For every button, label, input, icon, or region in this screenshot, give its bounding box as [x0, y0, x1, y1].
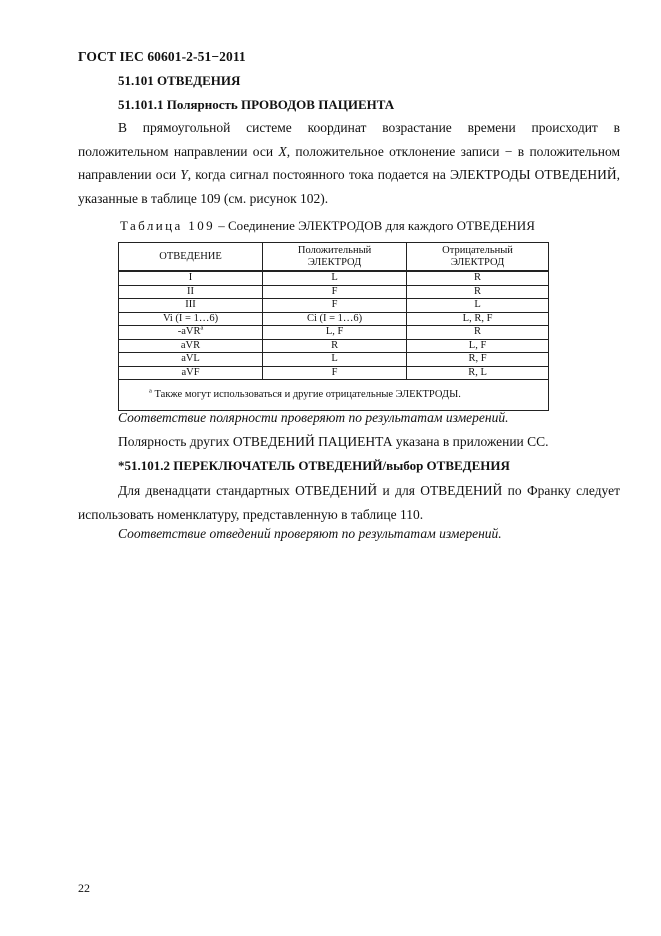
- table-row: [119, 326, 549, 340]
- cell-positive: F: [263, 366, 407, 380]
- table-caption-label: Таблица 109: [120, 218, 215, 233]
- table-row: [119, 339, 549, 353]
- cell-negative: R, L: [407, 366, 549, 380]
- footnote-text: Также могут использоваться и другие отрицательные ЭЛЕКТРОДЫ.: [151, 389, 461, 400]
- cell-negative: R: [407, 326, 549, 340]
- paragraph-text: В прямоугольной системе координат возрастание времени происходит в положительном направлении оси: [78, 120, 620, 159]
- other-leads-reference: Полярность других ОТВЕДЕНИЙ ПАЦИЕНТА указана в приложении СС.: [118, 434, 549, 449]
- table-caption: [120, 218, 535, 234]
- cell-positive: R: [263, 339, 407, 353]
- compliance-note-2: Соответствие отведений проверяют по результатам измерений.: [118, 526, 502, 541]
- axis-y-label: Y: [180, 167, 188, 182]
- table-row: [119, 285, 549, 299]
- polarity-paragraph: [78, 116, 620, 210]
- lead-text: I: [188, 272, 193, 284]
- document-header: ГОСТ IEC 60601-2-51−2011: [78, 49, 246, 64]
- footnote-marker: a: [149, 387, 152, 395]
- lead-text: -aVR: [177, 326, 201, 338]
- cell-positive: L: [263, 353, 407, 367]
- subsection-title-2: *51.101.2 ПЕРЕКЛЮЧАТЕЛЬ ОТВЕДЕНИЙ/выбор ОТВЕДЕНИЯ: [118, 458, 510, 473]
- table-header-row: [119, 243, 549, 272]
- cell-positive: L: [263, 271, 407, 285]
- table-caption-text: – Соединение ЭЛЕКТРОДОВ для каждого ОТВЕДЕНИЯ: [215, 218, 535, 233]
- lead-text: II: [187, 285, 195, 297]
- lead-text: aVR: [180, 339, 201, 351]
- cell-negative: R: [407, 285, 549, 299]
- paragraph-text: , когда сигнал постоянного тока подается на ЭЛЕКТРОДЫ ОТВЕДЕНИЙ, указанные в таблице 109 (см. рисунок 102).: [78, 167, 620, 206]
- cell-lead: [119, 339, 263, 353]
- table-footnote-row: [119, 380, 549, 411]
- table-row: [119, 353, 549, 367]
- header-text: Положительный: [297, 244, 372, 256]
- header-positive-electrode: [263, 243, 407, 272]
- compliance-note: Соответствие полярности проверяют по результатам измерений.: [118, 410, 509, 425]
- cell-positive: Ci (I = 1…6): [263, 312, 407, 326]
- table-row: [119, 299, 549, 313]
- header-text: ЭЛЕКТРОД: [307, 256, 362, 268]
- table-row: [119, 271, 549, 285]
- section-title: 51.101 ОТВЕДЕНИЯ: [118, 73, 241, 88]
- lead-text: Vi (I = 1…6): [162, 312, 219, 324]
- cell-negative: L: [407, 299, 549, 313]
- footnote-marker: a: [200, 324, 204, 332]
- paragraph-text: , положительное отклонение записи − в положительном направлении оси: [78, 143, 621, 182]
- header-lead: ОТВЕДЕНИЕ: [119, 243, 263, 272]
- cell-positive: F: [263, 285, 407, 299]
- cell-negative: R, F: [407, 353, 549, 367]
- cell-lead: [119, 366, 263, 380]
- cell-lead: [119, 312, 263, 326]
- cell-lead: [119, 299, 263, 313]
- axis-x-label: X: [278, 143, 287, 159]
- page-number: 22: [78, 881, 90, 895]
- cell-lead: [119, 353, 263, 367]
- lead-connections-table: [118, 242, 549, 411]
- table-row: [119, 312, 549, 326]
- cell-negative: L, R, F: [407, 312, 549, 326]
- lead-text: aVL: [181, 353, 200, 365]
- cell-lead: [119, 285, 263, 299]
- header-text: ЭЛЕКТРОД: [450, 256, 505, 268]
- cell-lead: [119, 271, 263, 285]
- cell-negative: L, F: [407, 339, 549, 353]
- cell-lead: [119, 326, 263, 340]
- table-row: [119, 366, 549, 380]
- cell-positive: F: [263, 299, 407, 313]
- table-footnote: [119, 380, 549, 411]
- header-negative-electrode: [407, 243, 549, 272]
- lead-text: aVF: [181, 366, 200, 378]
- header-text: Отрицательный: [442, 244, 513, 256]
- lead-text: III: [185, 299, 196, 311]
- nomenclature-paragraph: Для двенадцати стандартных ОТВЕДЕНИЙ и для ОТВЕДЕНИЙ по Франку следует использовать номенклатуру, представленную в таблице 110.: [78, 483, 620, 522]
- subsection-title: 51.101.1 Полярность ПРОВОДОВ ПАЦИЕНТА: [118, 97, 395, 112]
- cell-negative: R: [407, 271, 549, 285]
- cell-positive: L, F: [263, 326, 407, 340]
